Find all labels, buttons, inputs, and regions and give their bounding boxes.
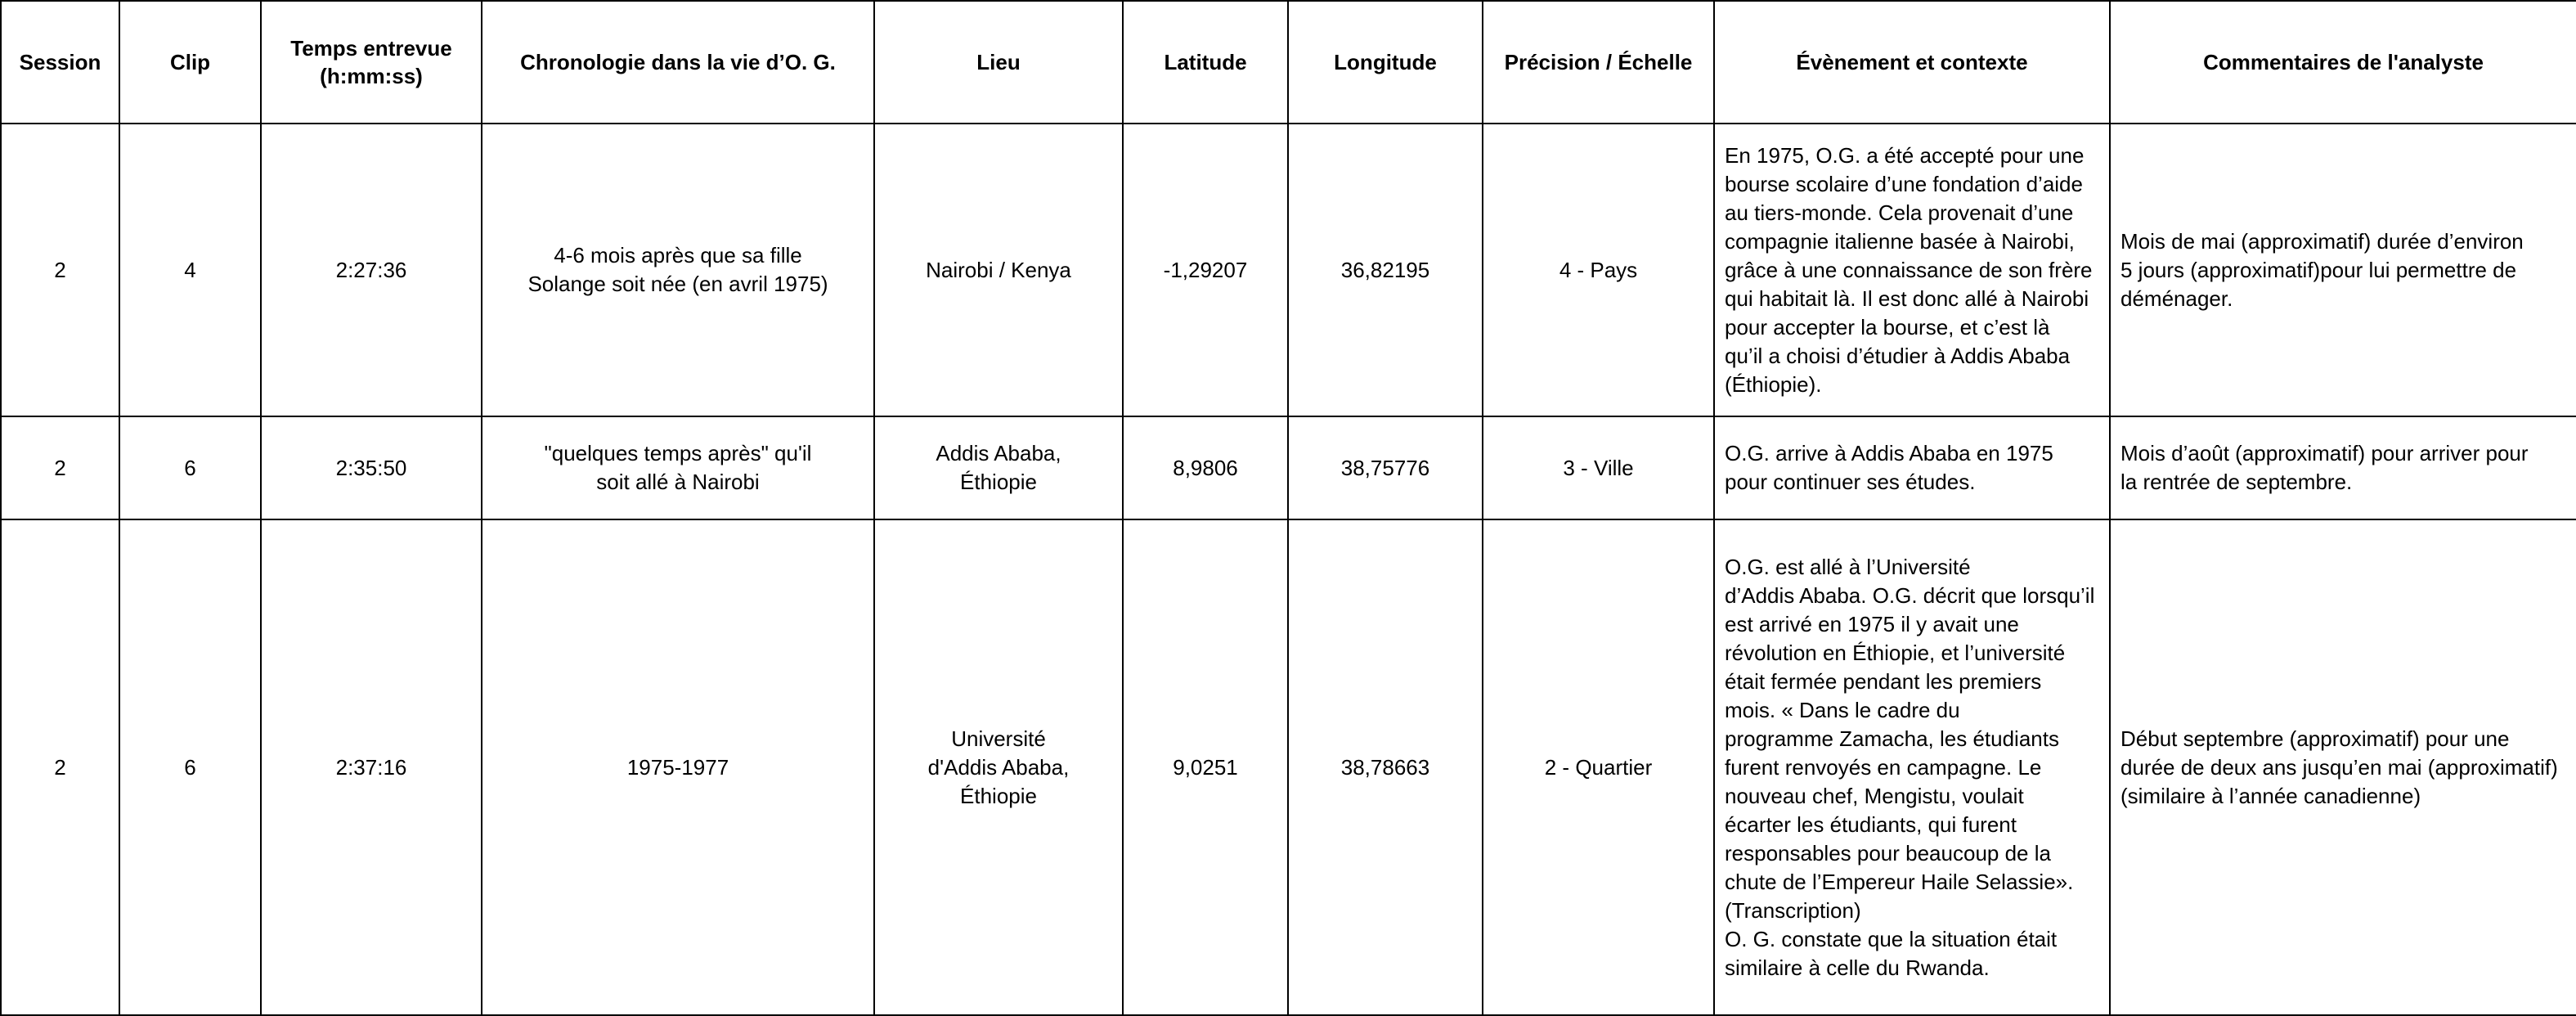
cell-session: 2	[1, 124, 119, 416]
cell-chronologie: 4-6 mois après que sa fille Solange soit née (en avril 1975)	[482, 124, 874, 416]
header-commentaires: Commentaires de l'analyste	[2110, 1, 2576, 124]
header-evenement: Évènement et contexte	[1714, 1, 2110, 124]
cell-commentaires: Mois de mai (approximatif) durée d’environ 5 jours (approximatif)pour lui permettre de déménager.	[2110, 124, 2576, 416]
cell-commentaires: Début septembre (approximatif) pour une durée de deux ans jusqu’en mai (approximatif) (similaire à l’année canadienne)	[2110, 519, 2576, 1015]
cell-temps: 2:35:50	[261, 416, 482, 519]
cell-lieu: Université d'Addis Ababa, Éthiopie	[874, 519, 1123, 1015]
cell-commentaires: Mois d’août (approximatif) pour arriver pour la rentrée de septembre.	[2110, 416, 2576, 519]
cell-temps: 2:27:36	[261, 124, 482, 416]
cell-evenement: O.G. arrive à Addis Ababa en 1975 pour continuer ses études.	[1714, 416, 2110, 519]
cell-latitude: -1,29207	[1123, 124, 1288, 416]
header-chronologie: Chronologie dans la vie d’O. G.	[482, 1, 874, 124]
cell-lieu: Addis Ababa, Éthiopie	[874, 416, 1123, 519]
cell-evenement: O.G. est allé à l’Université d’Addis Ababa. O.G. décrit que lorsqu’il est arrivé en 1975 il y avait une révolution en Éthiopie, et l’université était fermée pendant les premiers mois. « Dans le cadre du programme Zamacha, les étudiants furent renvoyés en campagne. Le nouveau chef, Mengistu, voulait écarter les étudiants, qui furent responsables pour beaucoup de la chute de l’Empereur Haile Selassie». (Transcription) O. G. constate que la situation était similaire à celle du Rwanda.	[1714, 519, 2110, 1015]
cell-clip: 4	[119, 124, 261, 416]
header-session: Session	[1, 1, 119, 124]
cell-lieu: Nairobi / Kenya	[874, 124, 1123, 416]
cell-clip: 6	[119, 416, 261, 519]
cell-longitude: 36,82195	[1288, 124, 1483, 416]
header-latitude: Latitude	[1123, 1, 1288, 124]
cell-longitude: 38,75776	[1288, 416, 1483, 519]
cell-session: 2	[1, 519, 119, 1015]
cell-temps: 2:37:16	[261, 519, 482, 1015]
cell-session: 2	[1, 416, 119, 519]
cell-precision: 2 - Quartier	[1483, 519, 1714, 1015]
cell-precision: 4 - Pays	[1483, 124, 1714, 416]
cell-latitude: 9,0251	[1123, 519, 1288, 1015]
header-temps: Temps entrevue (h:mm:ss)	[261, 1, 482, 124]
cell-clip: 6	[119, 519, 261, 1015]
table-row	[1, 416, 2576, 519]
table-row	[1, 519, 2576, 1015]
header-row	[1, 1, 2576, 124]
header-precision: Précision / Échelle	[1483, 1, 1714, 124]
cell-longitude: 38,78663	[1288, 519, 1483, 1015]
cell-evenement: En 1975, O.G. a été accepté pour une bourse scolaire d’une fondation d’aide au tiers-monde. Cela provenait d’une compagnie italienne basée à Nairobi, grâce à une connaissance de son frère qui habitait là. Il est donc allé à Nairobi pour accepter la bourse, et c’est là qu’il a choisi d’étudier à Addis Ababa (Éthiopie).	[1714, 124, 2110, 416]
cell-precision: 3 - Ville	[1483, 416, 1714, 519]
header-longitude: Longitude	[1288, 1, 1483, 124]
cell-chronologie: 1975-1977	[482, 519, 874, 1015]
table-row	[1, 124, 2576, 416]
header-clip: Clip	[119, 1, 261, 124]
cell-chronologie: "quelques temps après" qu'il soit allé à Nairobi	[482, 416, 874, 519]
header-lieu: Lieu	[874, 1, 1123, 124]
cell-latitude: 8,9806	[1123, 416, 1288, 519]
